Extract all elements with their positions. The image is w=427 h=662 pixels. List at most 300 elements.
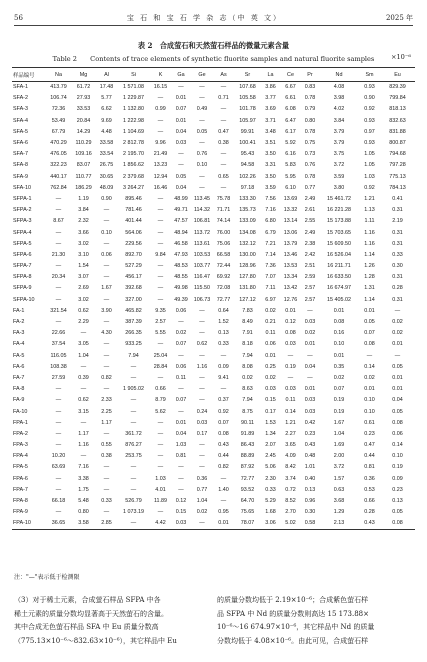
table-cell: — — [157, 430, 164, 437]
table-cell: 0.10 — [101, 229, 112, 236]
sample-id-cell: SFA-10 — [13, 184, 31, 191]
table-cell: 105.58 — [239, 95, 256, 102]
table-cell: — — [55, 419, 62, 426]
table-cell: 401.44 — [125, 218, 142, 225]
table-cell: 0.03 — [304, 397, 316, 404]
table-cell: 72.77 — [216, 296, 231, 303]
table-cell: 0.01 — [392, 374, 403, 381]
table-cell: 0.06 — [392, 430, 403, 437]
table-cell: — — [157, 453, 164, 460]
table-cell: 0.36 — [196, 475, 208, 482]
table-cell: 113.72 — [193, 229, 211, 236]
table-cell: 1 571.08 — [123, 84, 144, 91]
table-cell: 3.31 — [265, 162, 276, 169]
table-cell: 0.03 — [265, 386, 276, 393]
table-cell: 4.08 — [333, 84, 345, 91]
table-cell: 127.12 — [239, 296, 256, 303]
table-cell: 0.02 — [364, 374, 375, 381]
table-cell: 0.14 — [392, 442, 403, 449]
table-cell: 1.03 — [175, 442, 187, 449]
table-cell: 1.17 — [101, 419, 112, 426]
table-cell: 13.79 — [283, 240, 298, 247]
table-cell: 0.23 — [392, 486, 403, 493]
column-header: As — [220, 71, 227, 78]
table-cell: 7.07 — [265, 274, 276, 281]
table-cell: 2.49 — [304, 229, 316, 236]
table-cell: — — [103, 240, 110, 247]
table-note: 注："—"表示低于检测限 — [14, 574, 80, 581]
table-row — [12, 462, 415, 473]
table-cell: — — [199, 140, 205, 147]
table-cell: 21.30 — [51, 251, 66, 258]
table-cell: — — [157, 117, 164, 124]
table-cell: 0.08 — [333, 319, 345, 326]
table-cell: 327.00 — [125, 296, 142, 303]
table-cell: 253.75 — [125, 453, 142, 460]
table-cell: 0.55 — [101, 442, 112, 449]
table-cell: 8.18 — [242, 341, 253, 348]
table-cell: 322.23 — [50, 162, 67, 169]
table-cell: — — [366, 352, 373, 359]
table-cell: 0.93 — [364, 117, 375, 124]
table-cell: 775.13 — [389, 173, 406, 180]
sample-id-cell: SFPA-10 — [13, 296, 35, 303]
table-cell: 0.77 — [196, 486, 208, 493]
table-cell: 0.65 — [218, 173, 229, 180]
table-cell: 2.57 — [155, 319, 166, 326]
table-cell: 0.78 — [304, 128, 316, 135]
table-cell: 0.30 — [392, 263, 403, 270]
table-cell: 3.65 — [285, 442, 296, 449]
table-cell: 9.69 — [101, 117, 112, 124]
table-cell: — — [55, 207, 62, 214]
table-cell: 87.92 — [240, 464, 255, 471]
table-cell: 102.26 — [239, 173, 256, 180]
table-cell: 7.11 — [265, 285, 276, 292]
table-cell: 0.09 — [392, 475, 403, 482]
journal-title: 宝 石 和 宝 石 学 杂 志（中 英 文） — [126, 14, 282, 22]
table-cell: — — [199, 307, 205, 314]
table-cell: — — [80, 419, 87, 426]
table-row — [12, 294, 415, 305]
table-cell: 107.68 — [239, 84, 256, 91]
table-cell: 0.17 — [196, 430, 208, 437]
table-cell: 7.91 — [242, 330, 253, 337]
table-cell: 6.97 — [265, 296, 276, 303]
table-cell: — — [157, 263, 164, 270]
table-cell: 15 405.02 — [327, 296, 351, 303]
table-cell: 933.25 — [125, 341, 142, 348]
table-cell: 818.13 — [389, 106, 406, 113]
table-cell: — — [178, 352, 184, 359]
table-cell: 0.07 — [218, 419, 229, 426]
table-cell: 0.33 — [218, 341, 229, 348]
table-cell: — — [103, 475, 110, 482]
table-cell: 0.11 — [175, 374, 187, 381]
table-cell: — — [55, 386, 62, 393]
table-cell: 2.59 — [304, 274, 316, 281]
table-cell: 7.36 — [265, 263, 276, 270]
table-cell: 0.10 — [392, 453, 403, 460]
table-row — [12, 428, 415, 439]
table-cell: 3.15 — [78, 408, 89, 415]
table-cell: 5.48 — [78, 498, 89, 505]
table-cell: 0.66 — [155, 386, 166, 393]
table-cell: 9.35 — [155, 307, 166, 314]
table-cell: — — [220, 84, 227, 91]
table-cell: — — [130, 475, 137, 482]
table-cell: 0.49 — [196, 106, 208, 113]
table-cell: 1.26 — [364, 263, 375, 270]
column-header: K — [158, 71, 163, 78]
table-cell: 0.43 — [218, 442, 229, 449]
table-cell: 1.53 — [265, 419, 276, 426]
paragraph-line: 10⁻⁶～16 674.97×10⁻⁶，其它样品中 Nd 的质量 — [217, 623, 375, 631]
table-cell: 15 461.72 — [327, 195, 351, 202]
table-cell: 0.83 — [304, 84, 316, 91]
table-cell: — — [157, 374, 164, 381]
table-row — [12, 518, 415, 529]
table-cell: 0.16 — [333, 330, 345, 337]
table-cell: 0.01 — [285, 307, 296, 314]
sample-id-cell: FA-8 — [13, 386, 25, 393]
table-cell: 0.15 — [175, 509, 187, 516]
table-cell: 8.52 — [285, 498, 296, 505]
header-rule — [14, 25, 413, 26]
table-cell: 0.10 — [364, 397, 375, 404]
table-cell: 3.10 — [78, 251, 89, 258]
table-row — [12, 473, 415, 484]
table-cell: 2.57 — [304, 296, 316, 303]
table-cell: 526.79 — [125, 498, 142, 505]
sample-id-cell: FA-3 — [13, 330, 25, 337]
table-cell: 100.41 — [239, 140, 256, 147]
table-body — [12, 82, 415, 530]
table-cell: 7.14 — [265, 251, 276, 258]
table-cell: 0.92 — [218, 408, 229, 415]
table-cell: 76.00 — [216, 229, 231, 236]
table-cell: 116.47 — [193, 274, 211, 281]
table-cell: 22.66 — [51, 330, 66, 337]
table-cell: 48.55 — [174, 274, 188, 281]
sample-id-cell: SFA-2 — [13, 95, 28, 102]
column-header: Na — [55, 71, 62, 78]
sample-id-cell: SFPA-4 — [13, 229, 32, 236]
table-cell: — — [55, 486, 62, 493]
sample-id-cell: FPA-10 — [13, 520, 31, 527]
table-cell: — — [55, 475, 62, 482]
table-cell: 0.93 — [364, 140, 375, 147]
table-cell: 0.05 — [196, 128, 208, 135]
table-cell: 0.03 — [196, 419, 208, 426]
table-cell: 0.92 — [364, 106, 375, 113]
paragraph-line: 其中合成无色萤石样品 SFA 中 Eu 质量分数高 — [14, 623, 159, 631]
table-row — [12, 193, 415, 204]
table-cell: 0.75 — [304, 140, 316, 147]
table-cell: 5.92 — [285, 140, 296, 147]
table-cell: 0.02 — [304, 330, 316, 337]
table-cell: 91.89 — [240, 430, 255, 437]
table-cell: 94.58 — [240, 162, 255, 169]
table-cell: 2.49 — [304, 195, 316, 202]
table-cell: 0.30 — [304, 509, 316, 516]
table-row — [12, 238, 415, 249]
table-cell: 33.53 — [76, 106, 91, 113]
table-cell: 0.04 — [304, 363, 316, 370]
paragraph-line: 的质量分数均低于 2.19×10⁻⁶；合成紫色萤石样 — [217, 596, 369, 604]
table-cell: 876.27 — [125, 442, 142, 449]
table-cell: 0.82 — [218, 464, 229, 471]
sample-id-cell: SFPA-6 — [13, 251, 32, 258]
table-row — [12, 115, 415, 126]
table-row — [12, 149, 415, 160]
table-cell: 0.08 — [392, 520, 403, 527]
table-cell: 27.59 — [51, 374, 66, 381]
table-cell: 3.69 — [265, 106, 276, 113]
table-cell: 7.21 — [265, 240, 276, 247]
body-paragraph-right — [217, 594, 413, 648]
table-cell: — — [157, 509, 164, 516]
table-cell: 0.14 — [364, 363, 375, 370]
table-cell: 465.82 — [125, 307, 142, 314]
table-cell: 46.58 — [174, 240, 188, 247]
table-cell: 105.97 — [239, 117, 256, 124]
table-cell: 2.29 — [78, 319, 89, 326]
table-cell: 0.05 — [392, 363, 403, 370]
table-cell: 476.05 — [50, 151, 67, 158]
table-cell: — — [199, 453, 205, 460]
table-cell: 1.04 — [196, 498, 208, 505]
table-cell: 3.58 — [78, 520, 89, 527]
table-cell: 0.81 — [175, 453, 187, 460]
table-cell: — — [220, 475, 227, 482]
table-cell: 0.10 — [333, 341, 345, 348]
table-caption-english — [0, 53, 427, 63]
table-cell: 186.29 — [75, 184, 92, 191]
table-cell: 1.75 — [78, 486, 89, 493]
table-cell: 800.87 — [389, 140, 406, 147]
table-cell: 113.61 — [193, 240, 211, 247]
sample-id-cell: SFA-5 — [13, 128, 28, 135]
table-cell: — — [220, 106, 227, 113]
table-cell: 0.01 — [333, 352, 345, 359]
table-cell: 0.03 — [175, 140, 187, 147]
table-cell: — — [103, 352, 110, 359]
table-cell: 30.65 — [99, 173, 114, 180]
table-cell: 53.49 — [51, 117, 66, 124]
table-cell: 1 073.19 — [123, 509, 144, 516]
table-cell: 13.23 — [153, 162, 168, 169]
table-cell: 1.31 — [364, 285, 375, 292]
sample-id-cell: SFA-7 — [13, 151, 28, 158]
column-header: 样品编号 — [13, 72, 35, 79]
table-cell: 47.93 — [174, 251, 188, 258]
table-cell: — — [80, 363, 87, 370]
table-cell: — — [178, 162, 184, 169]
table-cell: 0.33 — [101, 498, 112, 505]
table-cell: 2.45 — [265, 453, 276, 460]
trace-element-table — [12, 67, 415, 530]
table-cell: 0.43 — [364, 520, 375, 527]
table-cell: 1.21 — [285, 419, 296, 426]
sample-id-cell: SFA-9 — [13, 173, 28, 180]
table-cell: 0.10 — [364, 408, 375, 415]
table-cell: 3.77 — [265, 95, 276, 102]
table-cell: — — [220, 184, 227, 191]
table-cell: 66.18 — [51, 498, 66, 505]
table-cell: 1.57 — [333, 475, 345, 482]
table-cell: 0.47 — [364, 442, 375, 449]
table-cell: 0.48 — [304, 453, 316, 460]
table-cell: — — [157, 296, 164, 303]
table-cell: 0.06 — [101, 251, 112, 258]
sample-id-cell: SFA-3 — [13, 106, 28, 113]
table-cell: 0.01 — [364, 386, 375, 393]
table-cell: 133.30 — [239, 195, 256, 202]
table-cell: 0.81 — [364, 464, 375, 471]
table-cell: 1.16 — [364, 229, 375, 236]
table-cell: 1 222.98 — [123, 117, 144, 124]
column-header: Nd — [335, 71, 343, 78]
table-cell: 0.15 — [265, 397, 276, 404]
table-cell: 0.13 — [392, 498, 403, 505]
table-cell: 2.42 — [304, 251, 316, 258]
table-cell: — — [157, 218, 164, 225]
table-cell: — — [199, 319, 205, 326]
table-cell: 8.08 — [242, 363, 253, 370]
table-cell: 83.07 — [76, 162, 91, 169]
table-cell: 0.31 — [392, 240, 403, 247]
table-cell: 3.50 — [265, 173, 276, 180]
table-cell: 0.01 — [392, 386, 403, 393]
table-cell: 1.21 — [364, 195, 375, 202]
table-row — [12, 350, 415, 361]
table-cell: 103.77 — [193, 263, 211, 270]
table-cell: 0.19 — [285, 363, 296, 370]
table-cell: 15 173.88 — [327, 218, 351, 225]
table-row — [12, 160, 415, 171]
table-cell: 0.31 — [392, 207, 403, 214]
table-cell: 0.05 — [175, 173, 187, 180]
table-cell: 0.62 — [78, 307, 89, 314]
table-cell: 0.01 — [364, 307, 375, 314]
sample-id-cell: SFA-8 — [13, 162, 28, 169]
table-cell: 762.84 — [50, 184, 67, 191]
column-header: La — [267, 71, 274, 78]
table-cell: — — [307, 374, 313, 381]
column-header: Al — [104, 71, 109, 78]
table-cell: 1 229.87 — [123, 95, 144, 102]
sample-id-cell: FA-4 — [13, 341, 25, 348]
table-cell: 128.96 — [239, 263, 256, 270]
table-cell: — — [199, 464, 205, 471]
table-cell: — — [103, 464, 110, 471]
table-row — [12, 495, 415, 506]
table-cell: — — [80, 453, 87, 460]
table-cell: — — [130, 464, 137, 471]
table-cell: 5.29 — [265, 498, 276, 505]
table-cell: 0.07 — [175, 341, 187, 348]
table-cell: 0.02 — [175, 330, 187, 337]
publication-year: 2025 年 — [385, 14, 413, 22]
body-paragraph-left — [14, 594, 210, 648]
table-cell: 33.54 — [99, 151, 114, 158]
table-row — [12, 104, 415, 115]
table-cell: 3.80 — [333, 184, 345, 191]
table-cell: 781.46 — [125, 207, 142, 214]
table-row — [12, 182, 415, 193]
table-cell: 0.01 — [333, 307, 345, 314]
table-cell: — — [103, 363, 110, 370]
table-row — [12, 372, 415, 383]
column-header: Pr — [307, 71, 313, 78]
table-cell: 0.07 — [364, 330, 375, 337]
table-cell: 1 905.02 — [123, 386, 144, 393]
sample-id-cell: FPA-6 — [13, 475, 28, 482]
table-cell: — — [220, 352, 227, 359]
table-cell: 2.19 — [392, 218, 403, 225]
table-cell: 4.42 — [155, 520, 166, 527]
table-cell: 3.71 — [265, 117, 276, 124]
table-cell: — — [199, 397, 205, 404]
table-cell: — — [157, 419, 164, 426]
table-cell: 229.56 — [125, 240, 142, 247]
table-cell: 48.09 — [99, 184, 114, 191]
table-cell: 28.84 — [153, 363, 168, 370]
table-cell: 127.80 — [239, 274, 256, 281]
table-cell: — — [199, 374, 205, 381]
table-cell: 3.06 — [265, 520, 276, 527]
sample-id-cell: FPA-3 — [13, 442, 28, 449]
table-cell: 4.02 — [333, 106, 345, 113]
table-cell: 3.05 — [78, 341, 89, 348]
table-cell: 0.02 — [265, 307, 276, 314]
table-cell: 829.39 — [389, 84, 406, 91]
table-cell: 86.43 — [240, 442, 255, 449]
table-cell: 0.12 — [175, 498, 187, 505]
table-cell: 4.48 — [101, 128, 112, 135]
table-cell: 2.51 — [304, 263, 316, 270]
sample-id-cell: SFPA-7 — [13, 263, 32, 270]
table-cell: 0.44 — [364, 453, 375, 460]
table-cell: 784.13 — [389, 184, 406, 191]
table-cell: 133.09 — [239, 218, 256, 225]
table-cell: — — [80, 386, 87, 393]
table-cell: 797.28 — [389, 162, 406, 169]
table-caption-chinese: 表 2 合成萤石和天然萤石样品的微量元素含量 — [137, 41, 290, 50]
table-cell: 1.34 — [265, 430, 276, 437]
table-cell: 1.03 — [364, 173, 375, 180]
sample-id-cell: FA-5 — [13, 352, 25, 359]
table-cell: — — [220, 162, 227, 169]
table-cell: — — [55, 240, 62, 247]
table-cell: 0.01 — [175, 117, 187, 124]
sample-id-cell: FA-9 — [13, 397, 25, 404]
table-cell: 36.65 — [51, 520, 66, 527]
sample-id-cell: FPA-1 — [13, 419, 28, 426]
table-cell: 8.75 — [242, 408, 253, 415]
table-cell: 8.63 — [242, 386, 253, 393]
table-cell: 20.84 — [76, 117, 91, 124]
table-cell: — — [199, 117, 205, 124]
table-cell: — — [103, 509, 110, 516]
table-cell: 25.04 — [153, 352, 168, 359]
table-cell: 0.03 — [175, 520, 187, 527]
table-cell: 0.63 — [333, 486, 345, 493]
table-cell: 2.25 — [101, 408, 112, 415]
table-cell: 2 195.70 — [123, 151, 144, 158]
table-cell: — — [103, 341, 110, 348]
